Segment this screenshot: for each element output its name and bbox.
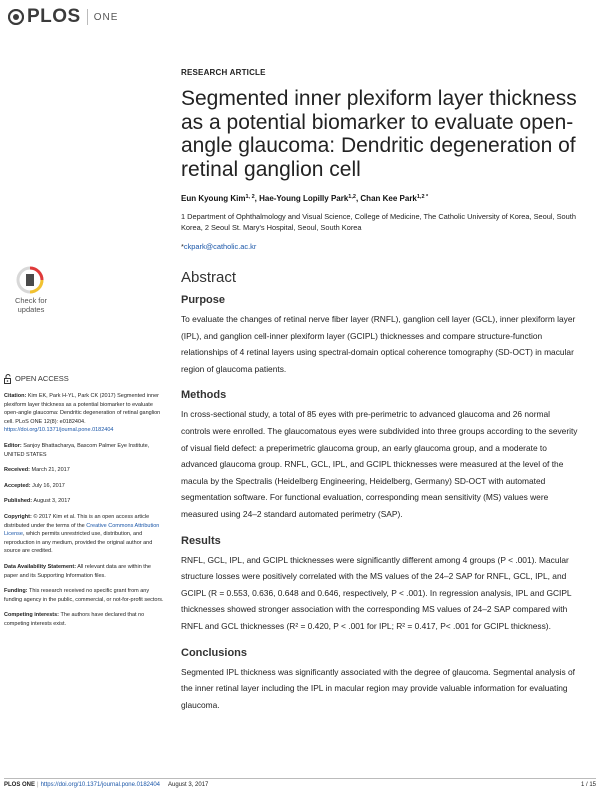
copyright-block: Copyright: © 2017 Kim et al. This is an open access article distributed under the terms of the Creative Commons Attribution License, which permits unrestricted use, distribution, and reproduction in any medium, provided the original author and source are credited. [4, 513, 160, 555]
plos-logo-icon [8, 9, 24, 25]
citation-block: Citation: Kim EK, Park H-YL, Park CK (2017) Segmented inner plexiform layer thickness as a potential biomarker to evaluate open-angle glaucoma: Dendritic degeneration of retinal ganglion cell. PLoS ONE 12(8): e0182404. https://doi.org/10.1371/journal.pone.0182404 [4, 393, 161, 434]
article-sidebar [4, 374, 164, 635]
article-title: Segmented inner plexiform layer thickness as a potential biomarker to evaluate open-angle glaucoma: Dendritic degeneration of retinal ganglion cell [181, 87, 577, 181]
author-affiliation: 1,2 * [416, 194, 429, 200]
competing-interests-block: Competing interests: The authors have declared that no competing interests exist. [4, 612, 145, 627]
abstract-heading: Abstract [181, 269, 237, 286]
plos-one-logo [8, 6, 118, 28]
affiliations: 1 Department of Ophthalmology and Visual Science, College of Medicine, The Catholic University of Korea, Seoul, South Korea, 2 Seoul St. Mary's Hospital, Seoul, South Korea [181, 212, 576, 232]
footer-journal: PLOS ONE [4, 782, 36, 788]
article-type: RESEARCH ARTICLE [181, 68, 266, 77]
page-number: 1 / 15 [580, 782, 596, 788]
footer-separator: | [37, 782, 39, 788]
badge-line-1: Check for [14, 296, 48, 305]
page-footer [4, 782, 596, 788]
logo-text: PLOS [27, 6, 81, 27]
footer-date: August 3, 2017 [168, 782, 209, 788]
corresponding-email: *ckpark@catholic.ac.kr [181, 242, 257, 251]
crossmark-icon [16, 266, 44, 294]
author-affiliation: 1, 2 [245, 194, 255, 200]
section-heading-methods: Methods [181, 389, 227, 402]
editor-block: Editor: Sanjoy Bhattacharya, Bascom Palmer Eye Institute, UNITED STATES [4, 442, 150, 458]
email-link[interactable]: ckpark@catholic.ac.kr [183, 242, 257, 251]
section-heading-purpose: Purpose [181, 294, 226, 306]
author-affiliation: 1,2 [348, 194, 356, 200]
logo-divider [87, 9, 88, 25]
section-text-purpose: To evaluate the changes of retinal nerve fiber layer (RNFL), ganglion cell layer (GCL), inner plexiform layer (IPL), and ganglion cell-inner plexiform layer (GCIPL) thicknesses and compare structure-function relationships of 4 retinal layers using spectral-domain optical coherence tomography (SD-OCT) in macular region of glaucoma patients. [181, 314, 576, 374]
section-text-methods: In cross-sectional study, a total of 85 eyes with pre-perimetric to advanced glaucoma and 26 normal controls were enrolled. The glaucomatous eyes were subdivided into three groups according to the severity of visual field defect: a preperimetric glaucoma group, an early glaucoma group, and a moderate to advanced glaucoma group. RNFL, GCL, IPL, and GCIPL thicknesses were measured at the level of the macula by the Spectralis (Heidelberg Engineering, Heidelberg, Germany) SD-OCT with automated segmentation software. For functional evaluation, corresponding mean sensitivity (MS) values were measured using 24–2 standard automated perimetry (SAP). [181, 409, 578, 519]
author-name: Hae-Young Lopilly Park [259, 194, 349, 203]
received-block: Received: March 21, 2017 [4, 467, 70, 474]
open-access-label: OPEN ACCESS [4, 374, 164, 384]
section-heading-conclusions: Conclusions [181, 646, 248, 659]
logo-journal-name: ONE [93, 11, 119, 23]
citation-doi-link[interactable]: https://doi.org/10.1371/journal.pone.0182404 [4, 427, 114, 434]
data-availability-block: Data Availability Statement: All relevant data are within the paper and its Supporting Information files. [4, 563, 151, 579]
license-link[interactable]: Creative Commons Attribution License [4, 522, 160, 538]
open-lock-icon [4, 374, 12, 384]
accepted-block: Accepted: July 16, 2017 [4, 482, 65, 489]
footer-divider [4, 778, 596, 779]
author-name: Eun Kyoung Kim [181, 194, 246, 203]
check-for-updates-badge[interactable] [7, 266, 55, 322]
author-list: Eun Kyoung Kim$^{1, 2}$, Hae-Young Lopilly Park$^{1,2}$, Chan Kee Park$^{1,2 *}$ [181, 194, 429, 203]
section-text-results: RNFL, GCL, IPL, and GCIPL thicknesses were significantly different among 4 groups (P < .001). Macular structure losses were positively correlated with the MS values of the 24–2 SAP for RNFL, GCL, IPL, and GCIPL (R = 0.553, 0.636, 0.648 and 0.646, respectively, P < .001). In regression analysis, IPL and GCIPL thicknesses showed stronger association with the corresponding MS values of 24–2 SAP compared with RNFL and GCL thicknesses (R² = 0.420, P < .001 for IPL; R² = 0.417, P< .001 for GCIPL thickness). [181, 554, 572, 631]
footer-doi-link[interactable]: https://doi.org/10.1371/journal.pone.0182404 [40, 782, 161, 788]
badge-line-2: updates [17, 304, 45, 314]
section-text-conclusions: Segmented IPL thickness was significantly associated with the degree of glaucoma. Segmental analysis of the inner retinal layer including the IPL in macular region may provide valuable information for evaluating glaucoma. [181, 666, 575, 710]
funding-block: Funding: This research received no specific grant from any funding agency in the public, commercial, or not-for-profit sectors. [4, 588, 164, 603]
author-name: Chan Kee Park [360, 194, 417, 203]
published-block: Published: August 3, 2017 [4, 498, 71, 505]
section-heading-results: Results [181, 534, 221, 547]
article-main-column [181, 68, 581, 713]
